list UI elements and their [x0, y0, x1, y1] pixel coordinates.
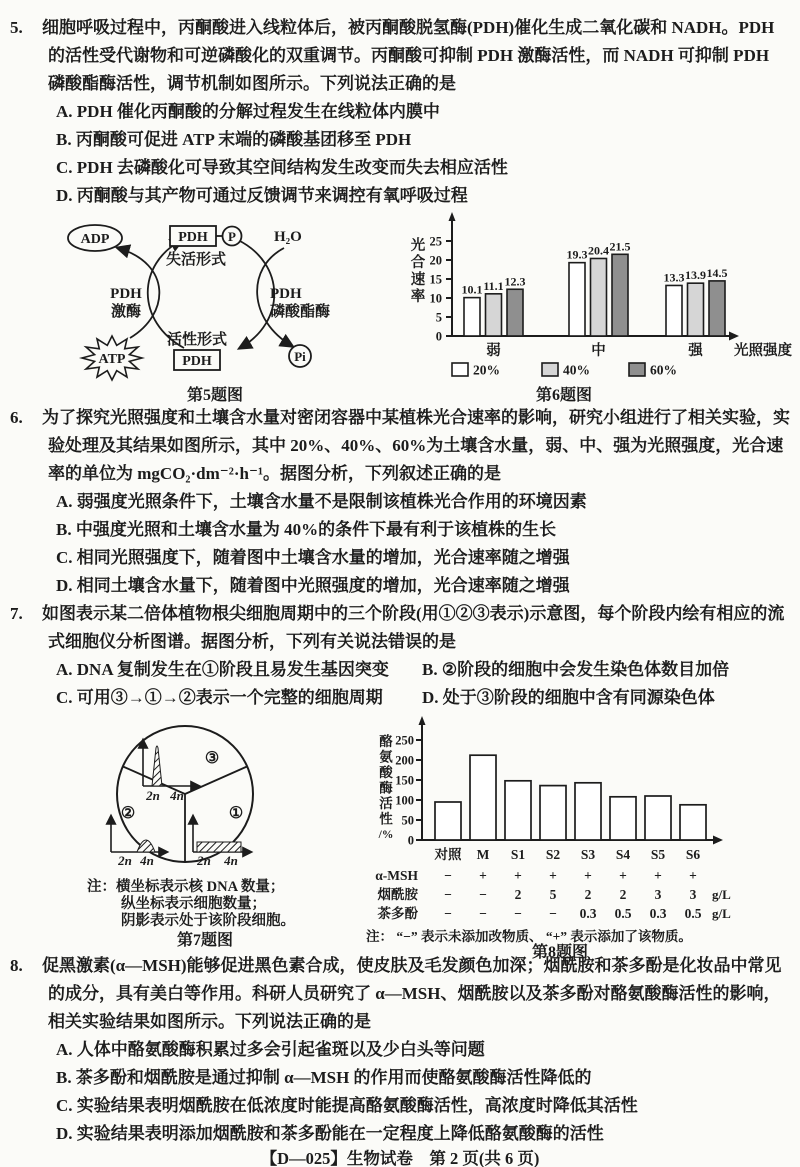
chart-text: S2: [545, 847, 561, 862]
chart-text: 强: [688, 343, 703, 359]
q8-bar: [645, 796, 671, 840]
chart-text: 弱: [486, 343, 501, 359]
chart-text: S1: [510, 847, 526, 862]
chart-text: +: [514, 868, 522, 883]
chart-text: −: [479, 887, 487, 902]
q6-legend-swatch: [542, 363, 558, 376]
chart-text: 10: [429, 291, 442, 306]
q6-bar: [464, 298, 480, 336]
question-7: [10, 600, 790, 712]
chart-text: 200: [395, 753, 414, 768]
stage3-tick-4n: 4n: [170, 788, 184, 803]
chart-text: −: [479, 906, 487, 921]
q8-bar: [610, 797, 636, 840]
chart-text: /%: [378, 829, 394, 841]
q6-bar: [709, 281, 725, 336]
chart-text: +: [479, 868, 487, 883]
question-8: [10, 952, 790, 1148]
q7-note-line-2: 纵坐标表示细胞数量；: [121, 896, 266, 912]
q6-bar: [666, 285, 682, 336]
pdh-phosphatase-label-line1: PDH: [270, 286, 302, 302]
chart-text: 5: [435, 310, 442, 325]
stage1-tick-2n: 2n: [197, 853, 211, 868]
pdh-inactive-label: PDH: [178, 230, 208, 245]
chart-text: 酶: [379, 780, 393, 796]
chart-text: 对照: [434, 847, 462, 862]
q8-figure-caption: 第8题图: [531, 944, 588, 961]
pdh-kinase-label-line2: 激酶: [110, 304, 142, 320]
chart-text: 15: [429, 272, 442, 287]
question-7-stem: 如图表示某二倍体植物根尖细胞周期中的三个阶段(用①②③表示)示意图，每个阶段内绘有相应的流式细胞仪分析图谱。据图分析，下列有关说法错误的是: [42, 604, 785, 651]
question-7-option-d: D. 处于③阶段的细胞中含有同源染色体: [422, 688, 715, 707]
question-5-text: [10, 14, 790, 98]
q7-figure-caption: 第7题图: [176, 932, 233, 949]
stage1-number: ①: [228, 805, 244, 822]
page-footer: 【D—025】生物试卷 第 2 页(共 6 页): [260, 1149, 540, 1167]
q8-bar-chart: [360, 714, 790, 929]
active-form-label: 活性形式: [166, 332, 228, 348]
question-5: [10, 14, 790, 210]
chart-text: 3: [654, 887, 662, 902]
q6-bar-chart-svg: [394, 210, 794, 382]
question-6-option-b: B. 中强度光照和土壤含水量为 40%的条件下最有利于该植株的生长: [56, 520, 557, 539]
question-6-stem: 为了探究光照强度和土壤含水量对密闭容器中某植株光合速率的影响，研究小组进行了相关实验，实验处理及其结果如图所示，其中 20%、40%、60%为土壤含水量，弱、中、强为光照强度，光合速率的单位为 mgCO₂·dm⁻²·h⁻¹。据图分析，下列叙述正确的是: [42, 408, 790, 483]
chart-text: −: [549, 906, 557, 921]
chart-text: 性: [379, 811, 393, 827]
q6-legend-swatch: [452, 363, 468, 376]
question-8-option-a: A. 人体中酪氨酸酶积累过多会引起雀斑以及少白头等问题: [56, 1040, 485, 1059]
question-7-options-row-1: [10, 656, 790, 684]
q8-chart-note: 注： “−” 表示未添加改物质、 “+” 表示添加了该物质。: [366, 929, 692, 944]
chart-text: g/L: [712, 906, 731, 921]
q8-bar: [505, 781, 531, 840]
chart-text: +: [584, 868, 592, 883]
chart-text: +: [689, 868, 697, 883]
pdh-active-label: PDH: [182, 354, 212, 369]
chart-text: S3: [580, 847, 596, 862]
pdh-kinase-label-line1: PDH: [110, 286, 142, 302]
question-8-number: 8.: [10, 956, 23, 975]
question-7-options-row-2: [10, 684, 790, 712]
pdh-cycle-diagram: [50, 210, 380, 382]
question-7-text: [10, 600, 790, 656]
q8-bar: [680, 805, 706, 840]
chart-text: 19.3: [566, 247, 588, 262]
question-7-number: 7.: [10, 604, 23, 623]
chart-text: 12.3: [504, 274, 526, 289]
atp-label: ATP: [98, 352, 126, 367]
chart-text: 20.4: [588, 243, 609, 258]
adp-label: ADP: [80, 232, 110, 247]
chart-text: +: [619, 868, 627, 883]
stage2-tick-4n: 4n: [140, 853, 154, 868]
question-8-option-c: C. 实验结果表明烟酰胺在低浓度时能提高酪氨酸酶活性，高浓度时降低其活性: [56, 1096, 638, 1115]
q6-figure-caption: 第6题图: [535, 387, 592, 404]
chart-text: 0.5: [684, 906, 702, 921]
chart-text: 20: [429, 253, 442, 268]
stage1-tick-4n: 4n: [224, 853, 238, 868]
q5-figure: [50, 210, 380, 404]
chart-text: 50: [401, 813, 414, 828]
q7-note-line-3: 阴影表示处于该阶段细胞。: [121, 913, 295, 929]
stage2-tick-2n: 2n: [118, 853, 132, 868]
chart-text: 光: [410, 238, 426, 254]
chart-text: −: [444, 868, 452, 883]
chart-text: 0.3: [579, 906, 597, 921]
question-8-text: [10, 952, 790, 1036]
question-6-option-c: C. 相同光照强度下，随着图中土壤含水量的增加，光合速率随之增强: [56, 548, 570, 567]
chart-text: M: [476, 847, 490, 862]
chart-text: 0.3: [649, 906, 667, 921]
q7-figure: [65, 714, 360, 949]
stage3-tick-2n: 2n: [146, 788, 160, 803]
q8-bar: [575, 783, 601, 840]
chart-text: +: [654, 868, 662, 883]
question-5-stem: 细胞呼吸过程中，丙酮酸进入线粒体后，被丙酮酸脱氢酶(PDH)催化生成二氧化碳和 NADH。PDH 的活性受代谢物和可逆磷酸化的双重调节。丙酮酸可抑制 PDH 激酶活性，而 NADH 可抑制 PDH 磷酸酯酶活性，调节机制如图所示。下列说法正确的是: [42, 18, 775, 93]
chart-text: 100: [395, 793, 414, 808]
chart-text: g/L: [712, 887, 731, 902]
question-6-text: [10, 404, 790, 488]
chart-text: 2: [619, 887, 627, 902]
chart-text: 0: [407, 833, 414, 848]
stage3-number: ③: [204, 750, 220, 767]
question-7-option-b: B. ②阶段的细胞中会发生染色体数目加倍: [422, 660, 730, 679]
chart-text: 酪: [379, 734, 393, 749]
chart-text: 率: [410, 289, 426, 305]
phosphate-label: P: [228, 229, 236, 244]
q8-figure: [360, 714, 790, 961]
q6-bar-chart: [394, 210, 794, 387]
q8-bar-chart-svg: [360, 714, 790, 924]
chart-text: 0: [435, 329, 442, 344]
q8-bar: [470, 755, 496, 840]
figure-row-1: [10, 210, 790, 402]
cell-cycle-diagram: [75, 714, 295, 874]
question-5-option-c: C. PDH 去磷酸化可导致其空间结构发生改变而失去相应活性: [56, 158, 508, 177]
chart-text: 150: [395, 773, 414, 788]
q6-figure: [394, 210, 794, 404]
q6-bar: [569, 263, 585, 336]
pdh-phosphatase-label-line2: 磷酸酯酶: [270, 304, 331, 320]
chart-text: 光照强度: [734, 343, 792, 359]
q6-legend-swatch: [629, 363, 645, 376]
chart-text: 5: [549, 887, 557, 902]
chart-text: 酸: [379, 765, 393, 780]
chart-text: 250: [395, 733, 414, 748]
question-5-number: 5.: [10, 18, 23, 37]
chart-text: 13.9: [685, 268, 706, 283]
question-7-option-c: C. 可用③→①→②表示一个完整的细胞周期: [56, 688, 383, 707]
chart-text: 氨: [379, 749, 393, 765]
chart-text: 中: [591, 343, 606, 359]
chart-text: S6: [685, 847, 701, 862]
q7-note-line-1: 注：横坐标表示核 DNA 数量；: [87, 879, 285, 895]
chart-text: 速: [410, 272, 426, 288]
q6-bar: [507, 289, 523, 336]
chart-text: 合: [410, 255, 426, 271]
q5-figure-caption: 第5题图: [186, 387, 243, 404]
q6-bar: [591, 258, 607, 336]
chart-text: 3: [689, 887, 697, 902]
inactive-form-label: 失活形式: [165, 252, 227, 268]
chart-text: −: [444, 906, 452, 921]
q6-bar: [688, 283, 704, 336]
question-5-option-a: A. PDH 催化丙酮酸的分解过程发生在线粒体内膜中: [56, 102, 440, 121]
q8-bar: [540, 786, 566, 840]
h2o-label: H₂O: [274, 229, 302, 245]
chart-text: 茶多酚: [377, 906, 418, 921]
question-6: [10, 404, 790, 600]
chart-text: 10.1: [461, 282, 483, 297]
chart-text: 活: [379, 796, 393, 811]
chart-text: +: [549, 868, 557, 883]
q6-bar: [486, 294, 502, 336]
chart-text: S5: [650, 847, 666, 862]
chart-text: S4: [615, 847, 631, 862]
chart-text: 烟酰胺: [377, 887, 418, 902]
chart-text: 14.5: [706, 265, 728, 280]
chart-text: 21.5: [609, 239, 631, 254]
chart-text: 2: [514, 887, 522, 902]
question-8-stem: 促黑激素(α—MSH)能够促进黑色素合成，使皮肤及毛发颜色加深；烟酰胺和茶多酚是化妆品中常见的成分，具有美白等作用。科研人员研究了 α—MSH、烟酰胺以及茶多酚对酪氨酸酶活性的影响，相关实验结果如图所示。下列说法正确的是: [42, 956, 782, 1031]
q6-bar: [612, 254, 628, 336]
phosphatase-arc: [238, 240, 274, 348]
chart-text: 25: [429, 234, 442, 249]
question-6-option-a: A. 弱强度光照条件下，土壤含水量不是限制该植株光合作用的环境因素: [56, 492, 587, 511]
chart-text: −: [514, 906, 522, 921]
question-8-option-b: B. 茶多酚和烟酰胺是通过抑制 α—MSH 的作用而使酪氨酸酶活性降低的: [56, 1068, 592, 1087]
question-6-number: 6.: [10, 408, 23, 427]
question-8-option-d: D. 实验结果表明添加烟酰胺和茶多酚能在一定程度上降低酪氨酸酶的活性: [56, 1124, 604, 1143]
question-7-option-a: A. DNA 复制发生在①阶段且易发生基因突变: [56, 660, 389, 679]
chart-text: α-MSH: [375, 868, 418, 883]
chart-text: 20%: [473, 362, 500, 378]
chart-text: 2: [584, 887, 592, 902]
stage2-number: ②: [120, 805, 136, 822]
chart-text: 60%: [650, 362, 677, 378]
q8-bar: [435, 802, 461, 840]
question-5-option-d: D. 丙酮酸与其产物可通过反馈调节来调控有氧呼吸过程: [56, 186, 468, 205]
chart-text: 13.3: [663, 270, 685, 285]
question-6-option-d: D. 相同土壤含水量下，随着图中光照强度的增加，光合速率随之增强: [56, 576, 570, 595]
question-5-option-b: B. 丙酮酸可促进 ATP 末端的磷酸基团移至 PDH: [56, 130, 412, 149]
chart-text: 40%: [563, 362, 590, 378]
chart-text: 0.5: [614, 906, 632, 921]
pi-label: Pi: [294, 349, 306, 364]
chart-text: −: [444, 887, 452, 902]
figure-row-2: [10, 712, 790, 961]
chart-text: 11.1: [483, 278, 504, 293]
stage1-flat-band: [197, 842, 241, 852]
